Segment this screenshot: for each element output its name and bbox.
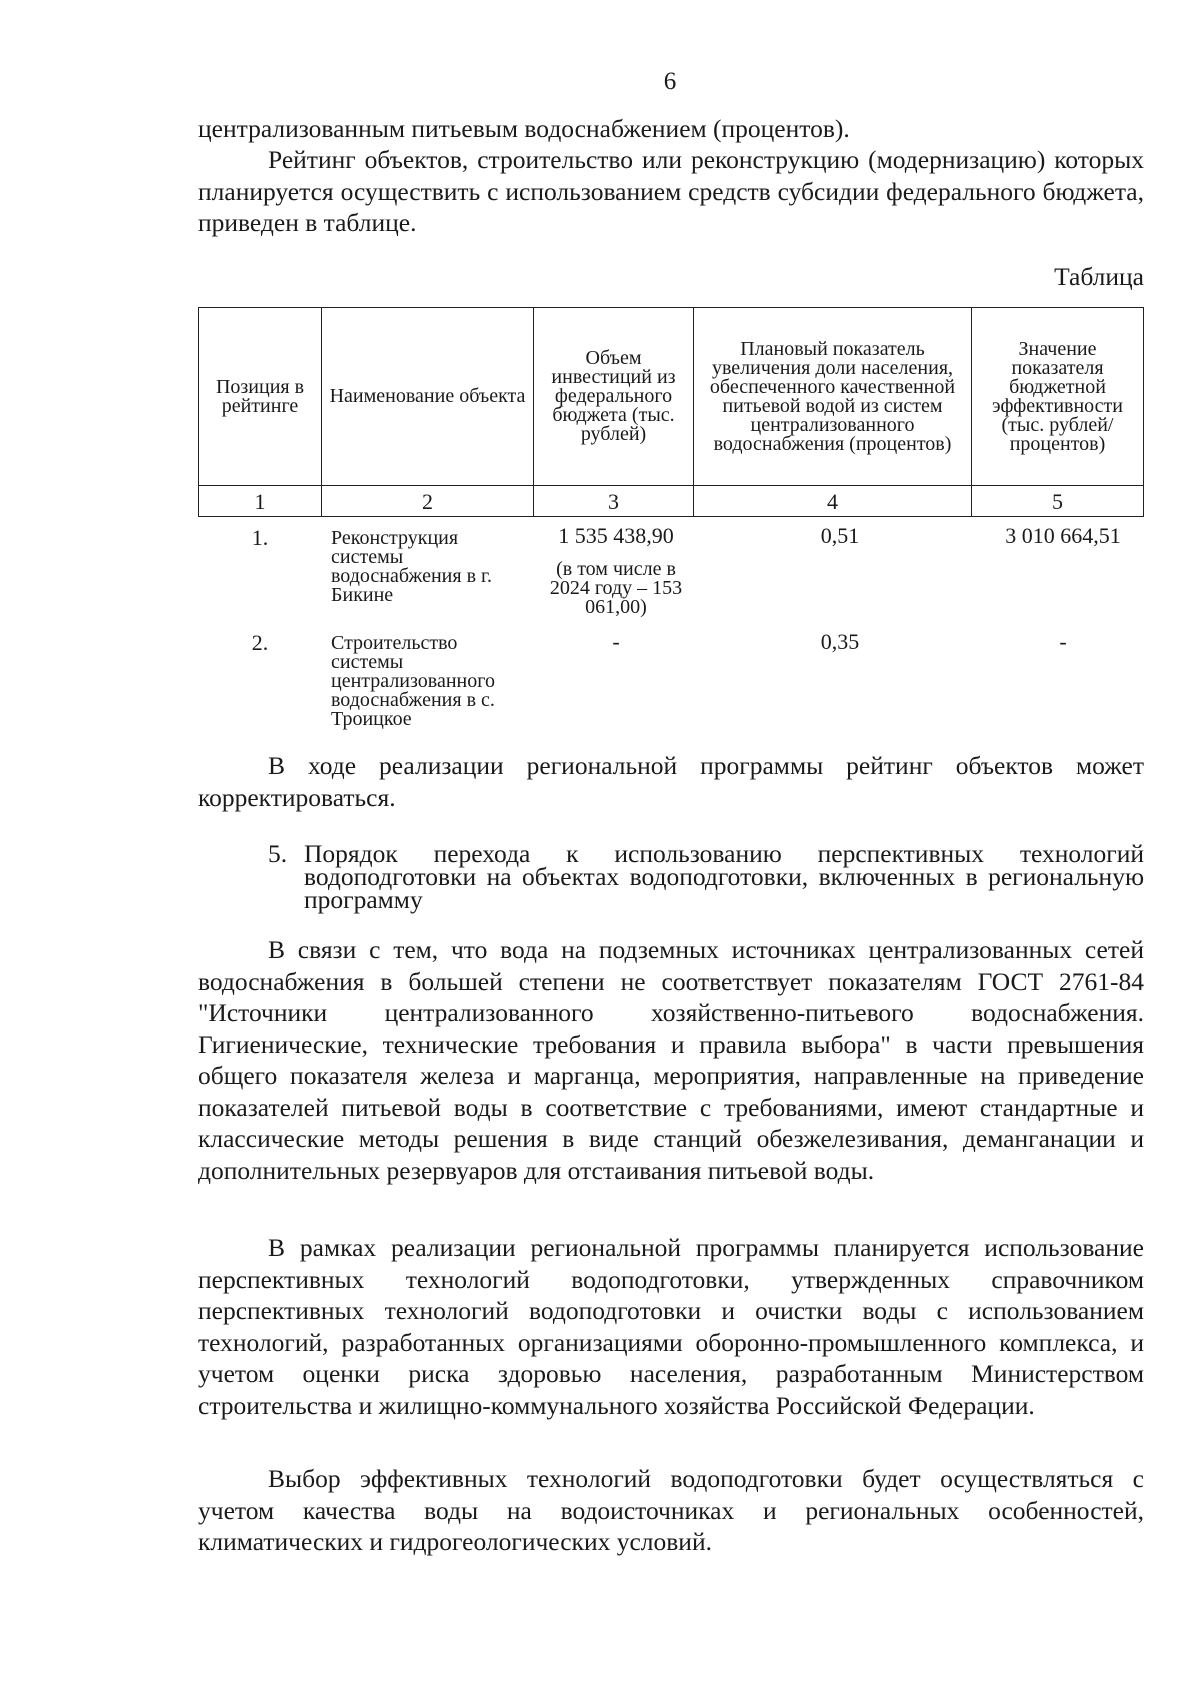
intro-paragraph: Рейтинг объектов, строительство или реконструкцию (модернизацию) которых планируется осуществить с использованием средств субсидии федерального бюджета, приведен в таблице.: [198, 145, 1144, 237]
rating-table-header: [198, 307, 1144, 517]
row-investment-note: (в том числе в 2024 году – 153 061,00): [549, 558, 683, 618]
body-paragraph: Выбор эффективных технологий водоподготовки будет осуществляться с учетом качества воды на водоисточниках и региональных особенностей, климатических и гидрогеологических условий.: [198, 1464, 1144, 1556]
column-number-5: 5: [972, 486, 1144, 517]
table-caption: Таблица: [1054, 262, 1144, 291]
header-position: Позиция в рейтинге: [199, 308, 322, 486]
row-efficiency: -: [1059, 629, 1067, 654]
header-name: Наименование объекта: [322, 308, 534, 486]
column-number-2: 2: [322, 486, 534, 517]
after-table-paragraph: В ходе реализации региональной программы рейтинг объектов может корректироваться.: [198, 751, 1144, 812]
header-investment: Объем инвестиций из федерального бюджета (тыс. рублей): [534, 308, 694, 486]
section-number: 5.: [268, 839, 288, 868]
intro-line: централизованным питьевым водоснабжением (процентов).: [198, 114, 850, 143]
row-investment: 1 535 438,90: [558, 523, 674, 548]
body-paragraph: В связи с тем, что вода на подземных источниках централизованных сетей водоснабжения в большей степени не соответствует показателям ГОСТ 2761-84 "Источники централизованного хозяйственно-питьевого водоснабжения. Гигиенические, технические требования и правила выбора" в части превышения общего показателя железа и марганца, мероприятия, направленные на приведение показателей питьевой воды в соответствие с требованиями, имеют стандартные и классические методы решения в виде станций обезжелезивания, деманганации и дополнительных резервуаров для отстаивания питьевой воды.: [198, 935, 1144, 1185]
header-efficiency: Значение показателя бюджетной эффективности (тыс. рублей/ процентов): [972, 308, 1144, 486]
row-indicator: 0,51: [820, 523, 860, 548]
row-object-name: Реконструкция системы водоснабжения в г. Бикине: [331, 527, 492, 606]
row-investment: -: [612, 629, 620, 654]
row-position: 1.: [251, 525, 269, 550]
body-paragraph: В рамках реализации региональной программы планируется использование перспективных технологий водоподготовки, утвержденных справочником перспективных технологий водоподготовки и очистки воды с использованием технологий, разработанных организациями оборонно-промышленного комплекса, и учетом оценки риска здоровью населения, разработанным Министерством строительства и жилищно-коммунального хозяйства Российской Федерации.: [198, 1233, 1144, 1420]
row-position: 2.: [251, 630, 269, 655]
column-number-4: 4: [694, 486, 972, 517]
section-heading: [268, 839, 1144, 914]
section-title: Порядок перехода к использованию перспективных технологий водоподготовки на объектах водоподготовки, включенных в региональную программу: [304, 839, 1144, 914]
row-indicator: 0,35: [820, 629, 860, 654]
header-indicator: Плановый показатель увеличения доли населения, обеспеченного качественной питьевой водой из систем централизованного водоснабжения (процентов): [694, 308, 972, 486]
column-number-1: 1: [199, 486, 322, 517]
row-efficiency: 3 010 664,51: [1005, 523, 1121, 548]
column-number-3: 3: [534, 486, 694, 517]
row-object-name: Строительство системы централизованного водоснабжения в с. Троицкое: [331, 632, 495, 730]
page-number: 6: [663, 68, 677, 95]
